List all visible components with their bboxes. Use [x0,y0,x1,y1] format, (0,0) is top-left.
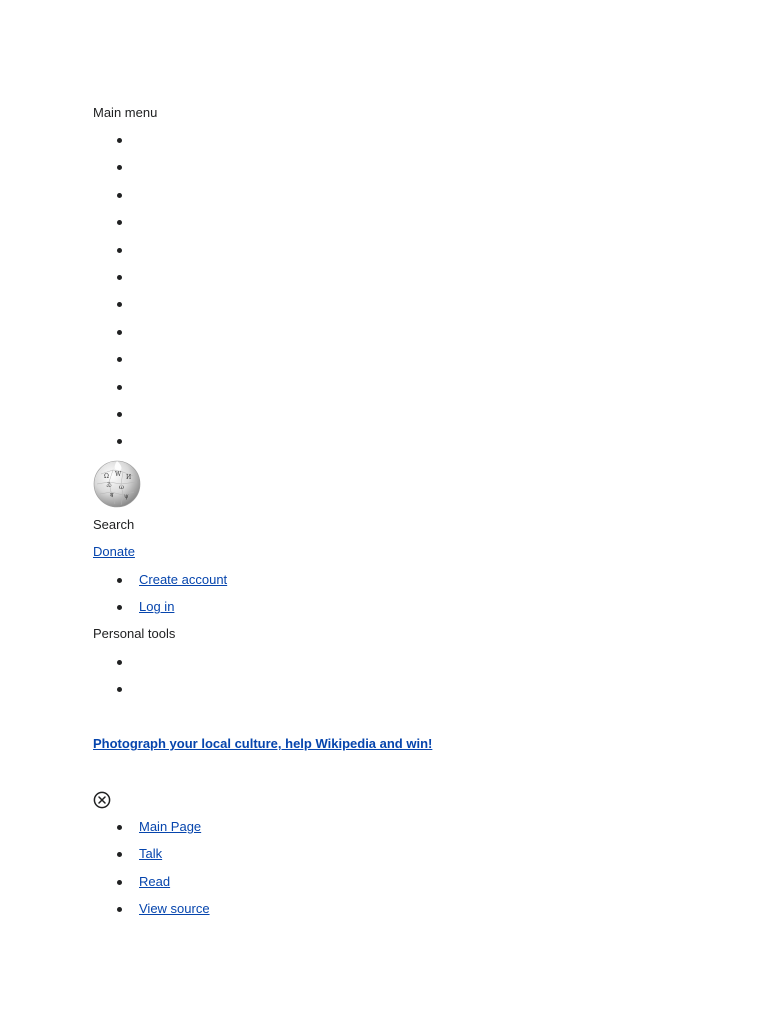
tab-talk[interactable]: Talk [139,846,163,862]
donate-link[interactable]: Donate [93,544,135,559]
log-in-link[interactable]: Log in [139,599,175,615]
svg-text:ψ: ψ [124,493,129,500]
svg-text:ゐ: ゐ [106,482,113,489]
tab-read[interactable]: Read [139,873,171,889]
svg-text:ब: ब [110,492,114,499]
wikipedia-globe-icon[interactable] [93,460,141,508]
main-menu-label: Main menu [93,105,158,120]
svg-text:Ω: Ω [104,473,109,480]
svg-text:И: И [126,474,132,481]
svg-text:ω: ω [119,484,124,491]
svg-text:W: W [115,471,122,478]
search-label: Search [93,517,135,532]
create-account-link[interactable]: Create account [139,572,228,587]
personal-tools-label: Personal tools [93,626,176,641]
tab-view-source[interactable]: View source [139,901,210,917]
campaign-banner-link[interactable]: Photograph your local culture, help Wikipedia and win! [93,736,433,751]
close-circle-icon[interactable] [93,791,111,809]
tab-main-page[interactable]: Main Page [139,819,202,834]
